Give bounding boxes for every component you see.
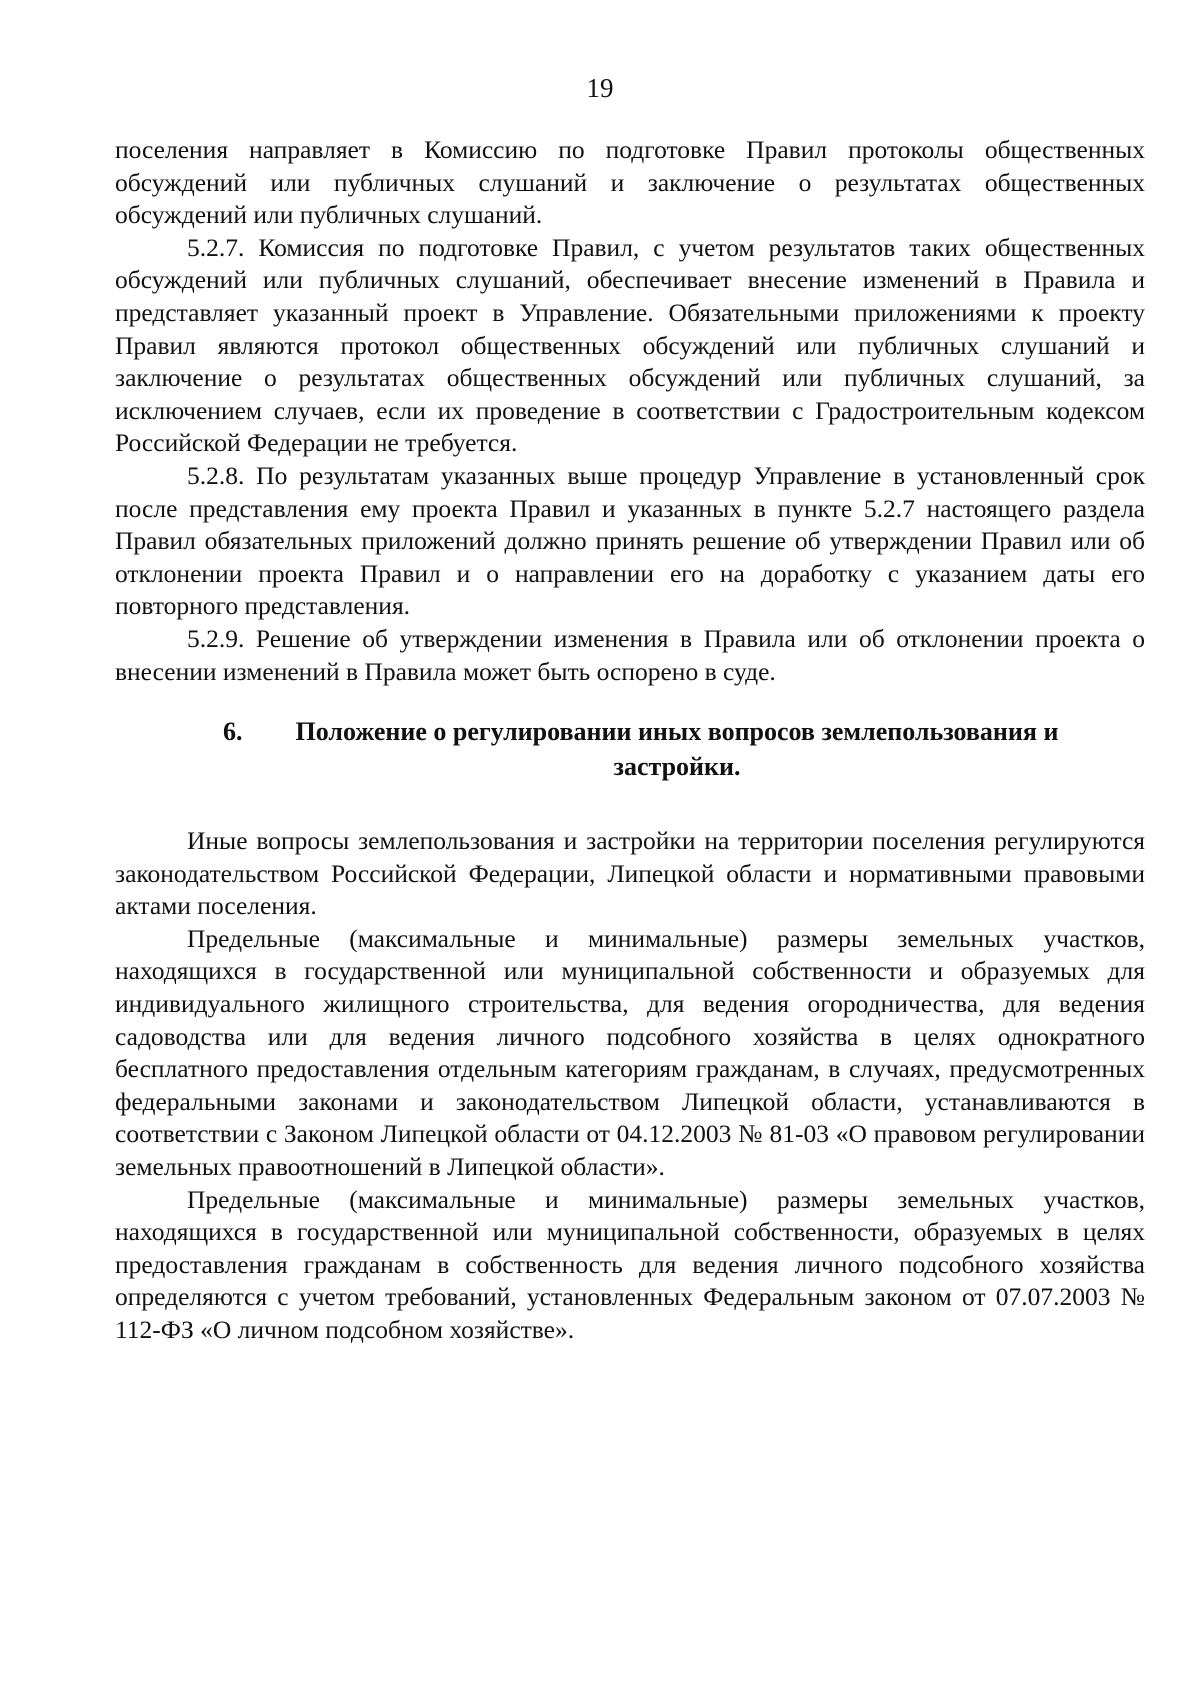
paragraph-5-2-8: 5.2.8. По результатам указанных выше процедур Управление в установленный срок после представления ему проекта Правил и указанных в пункте 5.2.7 настоящего раздела Правил обязательных приложений должно принять решение об утверждении Правил или об отклонении проекта Правил и о направлении его на доработку с указанием даты его повторного представления. [115,460,1145,621]
paragraph-other-questions: Иные вопросы землепользования и застройки на территории поселения регулируются законодательством Российской Федерации, Липецкой области и нормативными правовыми актами поселения. [115,826,1145,921]
paragraph-plot-sizes-free: Предельные (максимальные и минимальные) размеры земельных участков, находящихся в государственной или муниципальной собственности и образуемых для индивидуального жилищного строительства, для ведения огородничества, для ведения садоводства или для ведения личного подсобного хозяйства в целях однократного бесплатного предоставления отдельным категориям гражданам, в случаях, предусмотренных федеральными законами и законодательством Липецкой области, устанавливаются в соответствии с Законом Липецкой области от 04.12.2003 № 81-03 «О правовом регулировании земельных правоотношений в Липецкой области». [115,923,1145,1182]
section-5-continuation [115,134,1145,688]
paragraph-5-2-7: 5.2.7. Комиссия по подготовке Правил, с учетом результатов таких общественных обсуждений или публичных слушаний, обеспечивает внесение изменений в Правила и представляет указанный проект в Управление. Обязательными приложениями к проекту Правил являются протокол общественных обсуждений или публичных слушаний и заключение о результатах общественных обсуждений или публичных слушаний, за исключением случаев, если их проведение в соответствии с Градостроительным кодексом Российской Федерации не требуется. [115,232,1145,458]
section-title: Положение о регулировании иных вопросов землепользования и застройки. [295,717,1059,782]
paragraph-5-2-9: 5.2.9. Решение об утверждении изменения в Правила или об отклонении проекта о внесении изменений в Правила может быть оспорено в суде. [115,623,1145,686]
paragraph-continuation: поселения направляет в Комиссию по подготовке Правил протоколы общественных обсуждений или публичных слушаний и заключение о результатах общественных обсуждений или публичных слушаний. [115,135,1145,230]
section-6-body [115,825,1145,1347]
page-number: 19 [586,73,614,103]
paragraph-plot-sizes-household: Предельные (максимальные и минимальные) размеры земельных участков, находящихся в государственной или муниципальной собственности, образуемых в целях предоставления гражданам в собственность для ведения личного подсобного хозяйства определяются с учетом требований, установленных Федеральным законом от 07.07.2003 № 112-ФЗ «О личном подсобном хозяйстве». [115,1184,1145,1344]
section-heading [115,714,1145,784]
spacer [115,784,1145,825]
section-number: 6. [223,717,243,747]
document-body [115,134,1145,1347]
